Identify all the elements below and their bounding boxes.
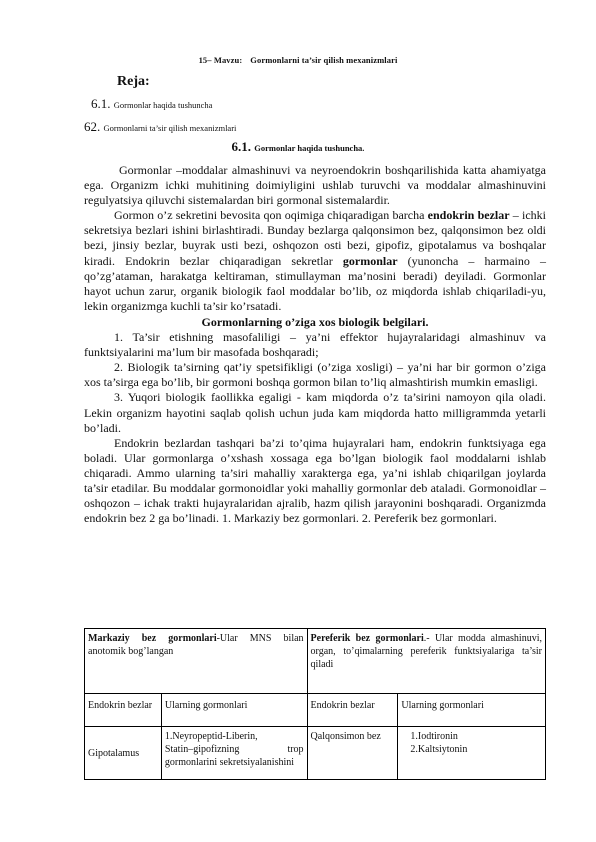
table-cell-hormones-right bbox=[398, 727, 546, 780]
central-glands-title: Markaziy bez gormonlari bbox=[88, 633, 217, 644]
section-title: Gormonlar haqida tushuncha. bbox=[254, 143, 365, 153]
hormone-line-1: 1.Neyropeptid-Liberin, bbox=[164, 731, 258, 742]
paragraph-hormonoids: Endokrin bezlardan tashqari ba’zi to’qima hujayralari ham, endokrin funktsiyaga ega boladi. Ular gormonlarga o’xshash xossaga ega bo’lgan biologik faol moddalarni ishlab chiqaradi. Ammo ularning ta’siri mahalliy xarakterga ega, ya’ni ishlab chiqarilgan joylarda ta’sir etadilar. Bu moddalar gormonoidlar yoki mahalliy gormonlar deb ataladi. Gormonoidlar – oshqozon – ichak trakti hujayralaridan ajralib, hazm qilish jarayonini boshqaradi. Organizmda endokrin bez 2 ga bo’linadi. 1. Markaziy bez gormonlari. 2. Pereferik bez gormonlari. bbox=[84, 435, 546, 526]
feature-item-1: 1. Ta’sir etishning masofaliligi – ya’ni effektor hujayralaridagi almashinuv va funktsiyalarini ma’lum bir masofada boshqaradi; bbox=[84, 330, 546, 360]
feature-item-2: 2. Biologik ta’sirning qat’iy spetsifikligi (o’ziga xosligi) – ya’ni har bir gormon o’ziga xos ta’sirga ega bo’lib, bir gormoni boshqa gormon bilan to’liq almashtirish mumkin emasligi. bbox=[84, 360, 546, 390]
section-heading bbox=[0, 139, 596, 155]
plan-item-2-text: Gormonlarni ta’sir qilish mexanizmlari bbox=[103, 123, 237, 133]
document-body bbox=[84, 163, 546, 526]
table-cell-hormones-left bbox=[161, 727, 307, 780]
section-number: 6.1. bbox=[231, 139, 252, 154]
table-row bbox=[85, 629, 546, 694]
topic-number: 15– Mavzu: bbox=[198, 55, 243, 65]
table-header-row bbox=[85, 694, 546, 727]
peripheral-glands-cell bbox=[307, 629, 545, 694]
table-cell-gland-right: Qalqonsimon bez bbox=[307, 727, 398, 780]
peripheral-glands-title: Pereferik bez gormonlari bbox=[310, 633, 424, 644]
paragraph-intro: Gormonlar –moddalar almashinuvi va neyroendokrin boshqarilishida katta ahamiyatga ega. Organizm ichki muhitining doimiyligini ushlab turuvchi va moddalar almashinuvini regulyatsiya qiluvchi sistemalardan biri gormonal sistemalardir. bbox=[84, 163, 546, 208]
glands-table bbox=[84, 628, 546, 780]
table-row bbox=[85, 727, 546, 780]
term-endocrine-glands: endokrin bezlar bbox=[427, 208, 510, 223]
central-glands-cell bbox=[85, 629, 308, 694]
paragraph-endocrine-part-c: – ichki sekretsiya bezlari ishini birlashtiradi. Bunday bezlarga qalqonsimon bez, qalqonsimon bez oldi bezi, jinsiy bezlar, buyrak usti bezi, oshqozon osti bezi, gipofiz, gipotalamus va boshqalar kiradi. Endokrin bezlar chiqaradigan sekretlar bbox=[84, 208, 546, 268]
column-header-gland-right: Endokrin bezlar bbox=[307, 694, 398, 727]
feature-item-3: 3. Yuqori biologik faollikka egaligi - kam miqdorda o’z ta’sirini namoyon qila oladi. Lekin organizm hayotini saqlab qolish uchun juda kam miqdorda hatto milligrammda yetarli bo’ladi. bbox=[84, 390, 546, 435]
plan-title: Reja: bbox=[117, 74, 150, 89]
plan-item-1 bbox=[91, 96, 212, 112]
subheading-features: Gormonlarning o’ziga xos biologik belgilari. bbox=[201, 314, 429, 329]
paragraph-endocrine bbox=[84, 208, 546, 314]
column-header-hormones-left: Ularning gormonlari bbox=[161, 694, 307, 727]
paragraph-endocrine-part-a: Gormon o’z sekretini bevosita qon oqimiga chiqaradigan barcha bbox=[114, 208, 428, 223]
plan-item-2-number: 62. bbox=[84, 119, 101, 134]
hormone-line-1: 1.Iodtironin bbox=[410, 731, 458, 742]
plan-item-2 bbox=[84, 119, 236, 135]
plan-item-1-number: 6.1. bbox=[91, 96, 111, 111]
central-glands-description: -Ular MNS bilan anotomik bog’langan bbox=[88, 633, 304, 657]
topic-header bbox=[0, 55, 596, 65]
column-header-gland-left: Endokrin bezlar bbox=[85, 694, 162, 727]
table-cell-gland-left: Gipotalamus bbox=[85, 727, 162, 780]
plan-item-1-text: Gormonlar haqida tushuncha bbox=[113, 100, 213, 110]
hormone-line-2: 2.Kaltsiytonin bbox=[410, 744, 468, 755]
topic-title: Gormonlarni ta’sir qilish mexanizmlari bbox=[250, 55, 398, 65]
paragraph-endocrine-part-e: (yunoncha – harmaino – qo’zg’ataman, harakatga keltiraman, stimullayman ma’nosini beradi) deyiladi. Gormonlar hayot uchun zarur, organik biologik faol moddalar bo’lib, oz miqdorda ishlab chiqariladi-yu, lekin organizmga kuchli ta’sir ko’rsatadi. bbox=[84, 253, 546, 313]
hormone-line-2: Statin–gipofizning trop gormonlarini sekretsiyalanishini bbox=[164, 744, 304, 768]
peripheral-glands-description: .- Ular modda almashinuvi, organ, to’qimalarning pereferik funktsiyalariga ta’sir qiladi bbox=[310, 633, 542, 670]
column-header-hormones-right: Ularning gormonlari bbox=[398, 694, 546, 727]
term-hormones: gormonlar bbox=[342, 253, 398, 268]
